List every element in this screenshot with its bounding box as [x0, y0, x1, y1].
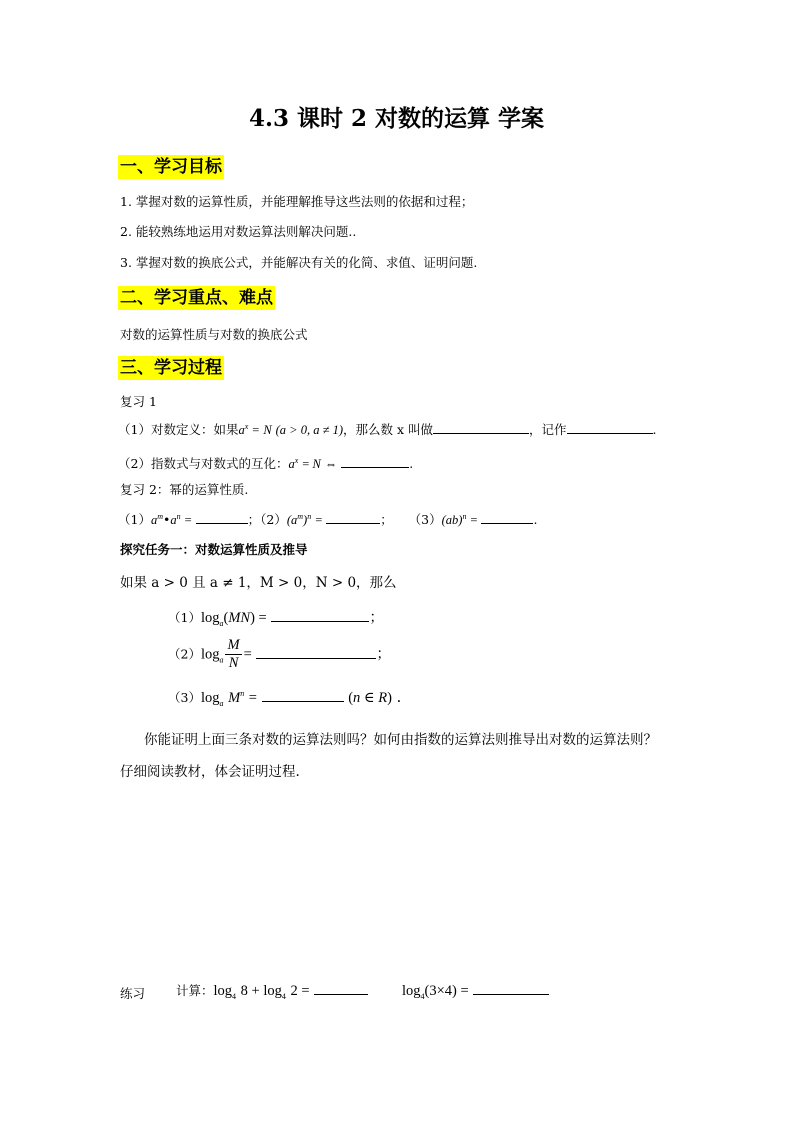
review-1-label: 复习 1 [120, 394, 157, 409]
answer-blank[interactable] [262, 688, 344, 702]
review-1-line-1: （1）对数定义：如果$a^x = N$ (a > 0, a ≠ 1)，那么数 x 叫做 ，记作 . [118, 421, 657, 437]
log-rule-3: $(3)\log_a$ $M^n = (n$ ∈ R) . [168, 689, 402, 708]
calc-label: 计算： [176, 983, 214, 998]
l2: （2） [168, 646, 201, 662]
page-title: 4.3 课时 2 对数的运算 学案 [248, 105, 545, 132]
section-heading-goals: 一、学习目标 [120, 157, 222, 177]
proof-paragraph-1: 你能证明上面三条对数的运算法则吗？如何由指数的运算法则推导出对数的运算法则？ [144, 732, 657, 748]
p2: ；（2） [247, 512, 287, 527]
review-2-label: 复习 2：幂的运算性质. [120, 482, 249, 497]
log-rule-2: $(2)\log_a$ $\frac{M}{N}$ = ； [168, 637, 391, 671]
goal-item-2: 2. 能较熟练地运用对数运算法则解决问题.. [120, 224, 357, 239]
goal-item-3: 3. 掌握对数的换底公式，并能解决有关的化简、求值、证明问题. [120, 255, 478, 270]
keypoints-text: 对数的运算性质与对数的换底公式 [120, 327, 308, 342]
practice-calc-2: $\log_4(3\times 4)$ = [402, 981, 549, 1001]
answer-blank[interactable] [341, 454, 409, 468]
answer-blank[interactable] [326, 510, 380, 524]
goal-item-1: 1. 掌握对数的运算性质，并能理解推导这些法则的依据和过程； [120, 194, 474, 209]
r1-mid: ，那么数 x 叫做 [343, 422, 434, 437]
answer-blank[interactable] [473, 981, 549, 995]
p1: （1） [118, 512, 151, 527]
task-condition: 如果 a > 0 且 a ≠ 1，M > 0，N > 0，那么 [120, 575, 397, 591]
answer-blank[interactable] [481, 510, 533, 524]
proof-paragraph-2: 仔细阅读教材，体会证明过程. [120, 764, 300, 780]
log-rule-1: $(1)\log_a(MN)$ = ； [168, 610, 384, 628]
answer-blank[interactable] [433, 420, 529, 434]
power-rules-line: $(1)a^m•a^n$ = ；$(2)(a^m)^n$ = ； （3）(ab)$^n$ = . [118, 511, 538, 527]
r1-cond: (a > 0, a ≠ 1) [275, 423, 344, 437]
l3: （3） [168, 690, 201, 705]
r1-pre: （1）对数定义：如果 [118, 422, 239, 437]
r1-end: ，记作 [529, 422, 567, 437]
answer-blank[interactable] [567, 420, 653, 434]
p3: ； （3） [380, 512, 442, 527]
answer-blank[interactable] [314, 981, 368, 995]
practice-label: 练习 [120, 986, 146, 1001]
review-1-line-2: （2）指数式与对数式的互化：$a^x = N$ ⇔ . [118, 455, 414, 471]
section-heading-keypoints: 二、学习重点、难点 [120, 288, 273, 308]
l1: （1） [168, 610, 201, 625]
answer-blank[interactable] [196, 510, 248, 524]
task-title: 探究任务一：对数运算性质及推导 [120, 542, 308, 557]
answer-blank[interactable] [271, 608, 369, 622]
practice-calc: 计算：$\log_4 8 + \log_4 2$ = [176, 981, 368, 1001]
section-heading-process: 三、学习过程 [120, 358, 222, 378]
r2-pre: （2）指数式与对数式的互化： [118, 456, 289, 471]
answer-blank[interactable] [256, 645, 376, 659]
